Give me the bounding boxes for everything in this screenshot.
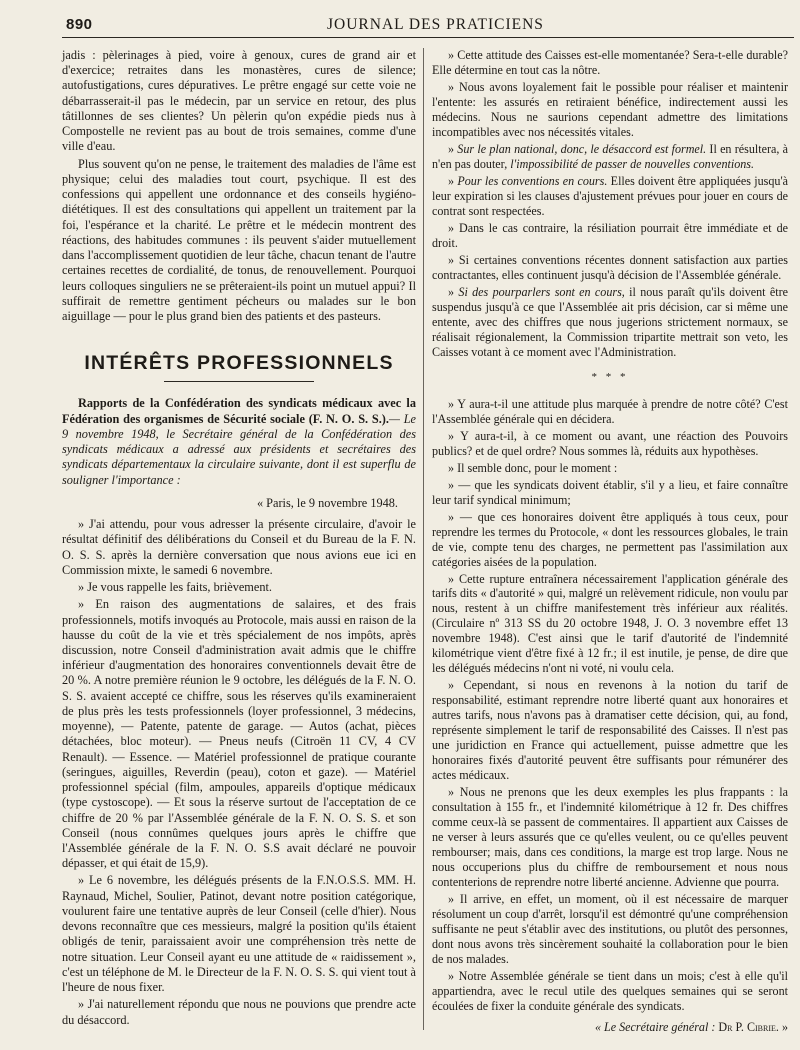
text-run: Il en résultera, à n'en pas douter,: [432, 141, 788, 171]
paragraph: » Y aura-t-il, à ce moment ou avant, une réaction des Pouvoirs publics? et de quel ordre? Nous sommes là, réduits aux hypothèses.: [432, 428, 788, 458]
paragraph: » Dans le cas contraire, la résiliation pourrait être immédiate et de droit.: [432, 220, 788, 250]
paragraph: » Nous avons loyalement fait le possible pour réaliser et maintenir l'entente: les assurés en retiraient bénéfice, indirectement aussi les médecins. Nous ne saurions cependant admettre des limitations incompatibles avec nos nécessités vitales.: [432, 79, 788, 139]
paragraph: » Pour les conventions en cours. Elles doivent être appliquées jusqu'à leur expiration si les clauses d'ajustement prévues pour jouer en cours de contrat sont respectées.: [432, 173, 789, 218]
section-title: INTÉRÊTS PROFESSIONNELS: [84, 352, 394, 375]
paragraph: » Je vous rappelle les faits, brièvement.: [78, 580, 272, 595]
report-intro: [62, 396, 416, 487]
page-number: 890: [66, 16, 93, 33]
section-rule: [164, 381, 314, 382]
paragraph: » En raison des augmentations de salaires, et des frais professionnels, motifs invoqués au Protocole, mais aussi en raison de la hausse du coût de la vie et très spécialement de nos impôts, après discussion, notre Conseil d'administration avait admis que le chiffre inférieur d'augmentation des honoraires conventionnels devait être de 20 %. A notre première réunion le 9 octobre, les délégués de la F. N. O. S. S. avaient accepté ce chiffre, sous les réserves qu'ils examineraient de plus près les tests professionnels (loyer professionnel, 3 médecins, moyenne), — Patente, patente de garage. — Autos (achat, pièces détachées, bloc moteur). — Pneus neufs (Citroën 11 CV, 4 CV Renault). — Essence. — Matériel professionnel de pratique courante (seringues, aiguilles, Reverdin (peau), coton et gaze). — Matériel professionnel spécial (film, ampoules, appareils d'optique médicaux (type cystoscope). — Et sous la réserve surtout de l'acceptation de ce chiffre de 20 % par l'Assemblée générale de la F. N. O. S. S. et son Conseil (nous connûmes quelques jours après le chiffre que l'Assemblée générale de la F. N. O. S.S avait déclaré ne pouvoir dépasser, et qui était de 15,9).: [62, 597, 416, 871]
paragraph: » Cette attitude des Caisses est-elle momentanée? Sera-t-elle durable? Elle détermine en tout cas la nôtre.: [432, 48, 788, 77]
emphasis: Sur le plan national, donc, le désaccord est formel.: [457, 141, 707, 156]
paragraph: » Sur le plan national, donc, le désaccord est formel. Il en résultera, à n'en pas douter, l'impossibilité de passer de nouvelles conventions.: [432, 141, 788, 171]
header-rule: [62, 37, 794, 38]
section-stars: * * *: [591, 370, 629, 383]
paragraph: » Cependant, si nous en revenons à la notion du tarif de responsabilité, estimant reprendre notre liberté quant aux honoraires et autres tarifs, nous n'avons pas à dramatiser cette décision, qui, au fond, représente simplement le tarif de responsabilité des Caisses. Il n'est pas une juridiction en France qui actuellement, puisse admettre que les honoraires fixés d'autorité peuvent être suffisants pour rémunérer des actes médicaux.: [432, 678, 788, 783]
paragraph: » Il semble donc, pour le moment :: [448, 460, 618, 475]
left-column: [62, 48, 416, 1036]
paragraph: » Si certaines conventions récentes donnent satisfaction aux parties contractantes, elles continuent jusqu'à décision de l'Assemblée générale.: [432, 252, 788, 282]
paragraph: » J'ai naturellement répondu que nous ne pouvions que prendre acte du désaccord.: [62, 997, 416, 1027]
paragraph: jadis : pèlerinages à pied, voire à genoux, cures de grand air et d'exercice; retraites dans les monastères, cures de silence; autofustigations, cures dépuratives. Le prêtre engagé sur cette voie ne débarrasserait-il pas le médecin, par un service en retour, des plus tâtillonnes de ses clientes? Un pèlerin qu'on expédie pieds nus à Compostelle ne revient pas au bout de trois semaines, comme d'une ville d'eau.: [62, 48, 416, 154]
emphasis: l'impossibilité de passer de nouvelles conventions.: [510, 156, 755, 171]
journal-title: JOURNAL DES PRATICIENS: [327, 16, 544, 33]
paragraph: » Si des pourparlers sont en cours, il nous paraît qu'ils doivent être suspendus jusqu'à ce que l'Assemblée ait pris décision, car si même une entente, avec des chiffres que nous jugerions strictement normaux, se réalisait régionalement, la Commission tripartite mettrait son veto, les Caisses votant à ce moment avec l'Administration.: [432, 284, 788, 359]
signature-prefix: « Le Secrétaire général :: [594, 1020, 719, 1035]
paragraph: » J'ai attendu, pour vous adresser la présente circulaire, d'avoir le résultat définitif des délibérations du Conseil et du Bureau de la F. N. O. S. S. après la dernière conversation que nous avions eue ici en Commission mixte, le samedi 6 novembre.: [62, 517, 416, 577]
signature-line: [432, 1020, 788, 1035]
paragraph: » — que les syndicats doivent établir, s'il y a lieu, et faire connaître leur tarif syndical minimum;: [432, 477, 788, 507]
paragraph: » Cette rupture entraînera nécessairement l'application générale des tarifs dits « d'autorité » qui, malgré un relèvement ridicule, non voulu par nous, restent à un chiffre manifestement très inférieur aux réalités. (Circulaire nº 313 SS du 20 octobre 1948, J. O. 3 novembre effet 13 novembre 1948). C'est ainsi que le tarif d'autorité de l'indemnité kilométrique vient d'être fixé à 12 fr.; il est inutile, je pense, de dire que les délégués médecins n'ont ni voté, ni voulu cela.: [432, 571, 788, 676]
report-intro-text: — Le 9 novembre 1948, le Secrétaire général de la Confédération des syndicats médicaux a adressé aux présidents et secrétaires des syndicats départementaux la circulaire suivante, dont il est superflu de souligner l'importance :: [62, 411, 416, 487]
report-title: Rapports de la Confédération des syndicats médicaux avec la Fédération des organismes de Sécurité sociale (F. N. O. S. S.).: [62, 396, 416, 426]
letter-date: « Paris, le 9 novembre 1948.: [256, 495, 398, 510]
column-divider: [423, 48, 424, 1030]
emphasis: Si des pourparlers sont en cours,: [458, 284, 625, 299]
paragraph: » — que ces honoraires doivent être appliqués à tous ceux, pour reprendre les termes du Protocole, « dont les ressources globales, le train de vie, compte tenu des charges, ne permettent pas l'assimilation aux catégories aisées de la population.: [432, 509, 788, 569]
paragraph: Plus souvent qu'on ne pense, le traitement des maladies de l'âme est physique; celui des maladies tout court, psychique. Il est des confessions qui appellent une ordonnance et des conseils hygiéno-diététiques. Il est des consultations qui appellent un traitement par la foi, l'espérance et la charité. Le prêtre et le médecin montrent des réactions, des habitudes communes : ils peuvent s'aider mutuellement dans l'accomplissement quotidien de leur tâche, chacun tenant de l'autre certaines recettes de cordialité, de tonus, de renouvellement. Pourquoi leurs colloques singuliers ne se prêteraient-ils point un mutuel appui? Il suffirait de remettre gentiment pécheurs ou malades sur le bon aiguillage — pour le plus grand bien des patients et des pasteurs.: [62, 156, 416, 323]
paragraph: » Y aura-t-il une attitude plus marquée à prendre de notre côté? C'est l'Assemblée générale qui en décidera.: [432, 396, 788, 426]
right-column: [432, 48, 788, 1036]
running-header: [62, 14, 800, 38]
text-run: Elles doivent être appliquées jusqu'à leur expiration si les clauses d'ajustement prévues pour jouer en cours de contrat sont respectées.: [432, 173, 789, 218]
paragraph: » Notre Assemblée générale se tient dans un mois; c'est à elle qu'il appartiendra, avec le recul utile des quelques semaines qui se seront écoulées de fixer la conduite générale des syndicats.: [432, 969, 788, 1014]
paragraph: » Le 6 novembre, les délégués présents de la F.N.O.S.S. MM. H. Raynaud, Michel, Soulier, Patinot, devant notre position catégorique, voulurent faire une tentative auprès de leur Conseil (celle d'hier). Nous devons reconnaître que ces messieurs, malgré la position qu'ils étaient obligés de tenir, paraissaient avoir une compréhension très nette de notre situation. Leur Conseil ayant eu une attitude de « raidissement », c'est un téléphone de M. le Directeur de la F. N. O. S. S. qui vient tout à l'heure de nous fixer.: [62, 873, 416, 995]
text-run: il nous paraît qu'ils doivent être suspendus jusqu'à ce que l'Assemblée ait pris décision, car si même une entente, avec des chiffres que nous jugerions strictement normaux, se réalisait régionalement, la Commission tripartite mettrait son veto, les Caisses votant à ce moment avec l'Administration.: [432, 284, 788, 359]
signature-name: Dr P. Cibrie. »: [718, 1020, 788, 1035]
paragraph: » Nous ne prenons que les deux exemples les plus frappants : la consultation à 155 fr., et l'indemnité kilométrique à 12 fr. Des chiffres comme ceux-là se passent de commentaires. Il appartient aux Caisses de ne verser à leurs assurés que ce qu'elles veulent, ou ce qu'elles peuvent rembourser; mais, dans ces conditions, la marge est trop large. Nous ne nous occuperions plus du chiffre de remboursement et nous nous contenterions de reprendre notre liberté ancienne. Advienne que pourra.: [432, 785, 788, 890]
paragraph: » Il arrive, en effet, un moment, où il est nécessaire de marquer résolument un coup d'arrêt, lorsqu'il est démontré qu'une compréhension suffisante ne peut s'établir avec des institutions, ou plutôt des personnes, dont nous avons très sincèrement souhaité la collaboration pour le bien de nos malades.: [432, 892, 788, 967]
emphasis: Pour les conventions en cours.: [457, 173, 608, 188]
